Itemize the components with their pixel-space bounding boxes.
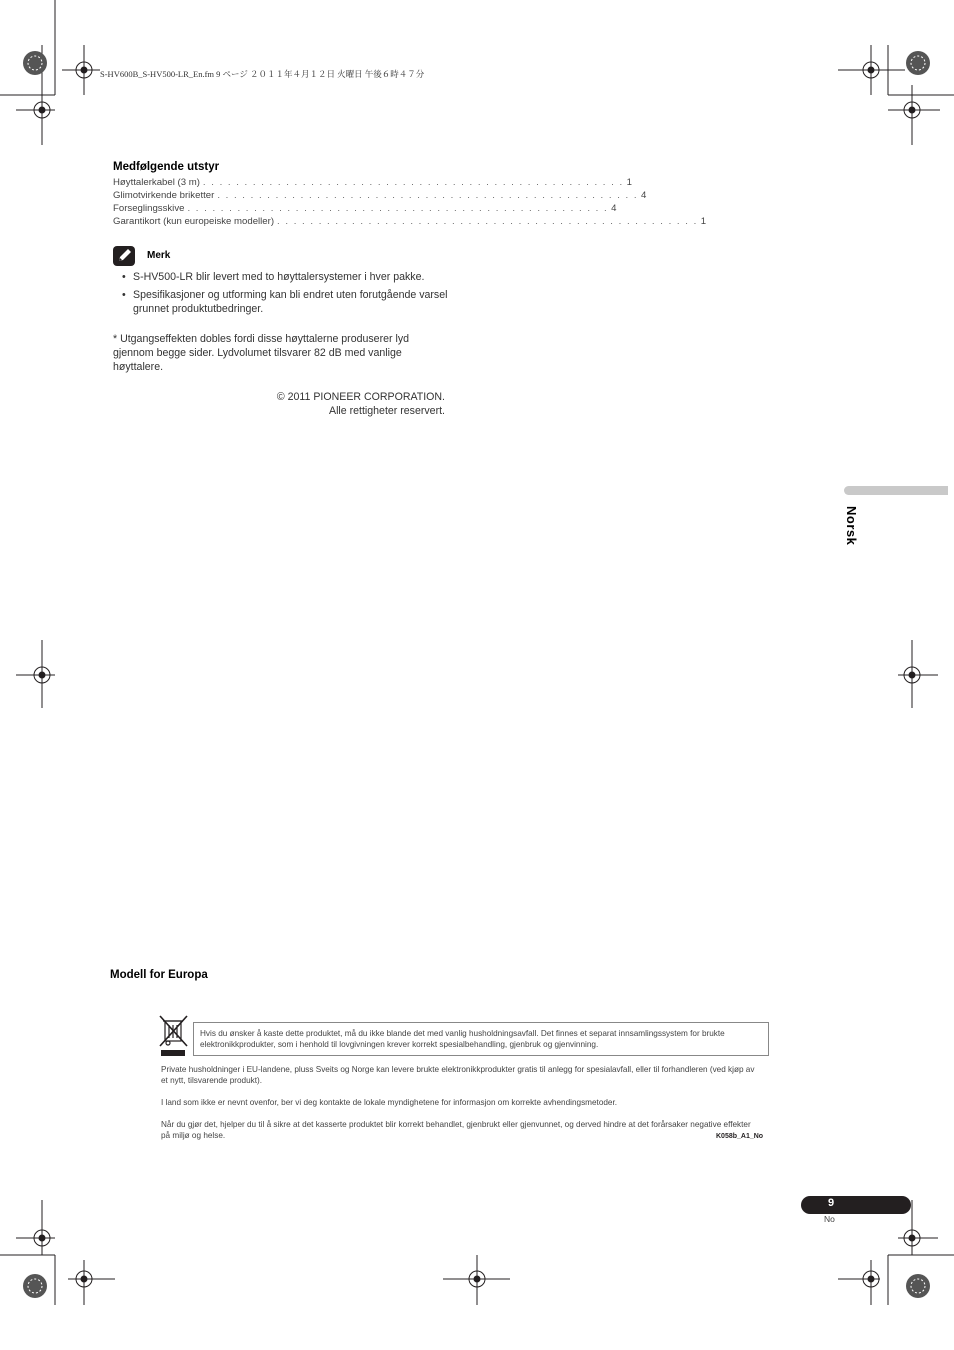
accessory-label: Glimotvirkende briketter: [113, 190, 215, 201]
registration-target: [81, 67, 87, 73]
registration-target: [909, 672, 915, 678]
color-rosette-icon: [906, 1274, 930, 1298]
disposal-paragraph: Når du gjør det, hjelper du til å sikre at det kasserte produktet blir korrekt behandlet, gjenbrukt eller gjenvunnet, og derved hindre at det forårsaker negative effekter på miljø og helse.: [161, 1120, 751, 1140]
crossed-out-wheelie-bin-icon: [158, 1014, 190, 1058]
dot-leader: . . . . . . . . . . . . . . . . . . . . . . . . . . . . . . . . . . . . . . . . . . . . . . . . . . .: [277, 216, 698, 227]
accessory-qty: 1: [626, 177, 632, 188]
color-rosette-icon: [23, 51, 47, 75]
print-file-header: S-HV600B_S-HV500-LR_En.fm 9 ページ ２０１１年４月１２日 火曜日 午後６時４７分: [100, 69, 425, 79]
registration-target: [39, 1235, 45, 1241]
accessory-qty: 4: [641, 190, 647, 201]
disposal-paragraph: Private husholdninger i EU-landene, pluss Sveits og Norge kan levere brukte elektronikkprodukter gratis til anlegg for spesialavfall, eller til forhandleren (ved kjøp av et nytt, tilsvarende produkt).: [161, 1065, 755, 1085]
registration-target: [868, 67, 874, 73]
language-tab-label: [844, 506, 874, 556]
accessory-row: [113, 176, 632, 189]
dot-leader: . . . . . . . . . . . . . . . . . . . . . . . . . . . . . . . . . . . . . . . . . . . . . . . . . . .: [217, 190, 639, 201]
copyright-line: Alle rettigheter reservert.: [329, 405, 445, 417]
copyright-line: © 2011 PIONEER CORPORATION.: [276, 391, 445, 403]
accessory-label: Garantikort (kun europeiske modeller): [113, 216, 275, 227]
copyright: [200, 390, 445, 418]
disposal-title: Modell for Europa: [110, 969, 208, 981]
note-bullet-text: Spesifikasjoner og utforming kan bli endret uten forutgående varsel grunnet produktutbedringer.: [133, 289, 448, 315]
disposal-box-text: Hvis du ønsker å kaste dette produktet, må du ikke blande det med vanlig husholdningsavfall. Det finnes et separat innsamlingssystem for brukte elektronikkprodukter, som i henhold til lovgivningen krever korrekt spesialbehandling, gjenbruk og gjenvinning.: [200, 1029, 725, 1049]
accessory-label: Høyttalerkabel (3 m): [113, 177, 200, 188]
pencil-note-icon: [113, 246, 135, 266]
accessory-qty: 1: [700, 216, 707, 227]
registration-target: [39, 672, 45, 678]
registration-target: [909, 1235, 915, 1241]
footnote: * Utgangseffekten dobles fordi disse høyttalerne produserer lyd gjennom begge sider. Lydvolumet tilsvarer 82 dB med vanlige høyttalere.: [113, 333, 410, 373]
registration-target: [474, 1276, 480, 1282]
accessory-label: Forseglingsskive: [113, 203, 185, 214]
note-title: Merk: [147, 250, 171, 261]
page-language-code: No: [824, 1214, 835, 1224]
registration-target: [39, 107, 45, 113]
registration-target: [909, 107, 915, 113]
disposal-paragraph: I land som ikke er nevnt ovenfor, ber vi deg kontakte de lokale myndighetene for informasjon om korrekte avhendingsmetoder.: [161, 1098, 618, 1107]
color-rosette-icon: [906, 51, 930, 75]
bullet-marker: •: [122, 271, 126, 283]
disposal-code: K058b_A1_No: [716, 1133, 764, 1140]
registration-target: [81, 1276, 87, 1282]
accessory-row: [113, 202, 617, 215]
accessory-row: [113, 215, 707, 228]
accessory-qty: 4: [611, 203, 617, 214]
dot-leader: . . . . . . . . . . . . . . . . . . . . . . . . . . . . . . . . . . . . . . . . . . . . . . . . . . .: [202, 177, 624, 188]
language-tab-bar: [844, 486, 948, 495]
accessories-title: Medfølgende utstyr: [113, 161, 220, 173]
page-number: 9: [828, 1197, 835, 1209]
bullet-marker: •: [122, 289, 126, 301]
language-tab-text: Norsk: [844, 506, 859, 546]
dot-leader: . . . . . . . . . . . . . . . . . . . . . . . . . . . . . . . . . . . . . . . . . . . . . . . . . . .: [187, 203, 609, 214]
disposal-notice-box: [193, 1022, 769, 1056]
color-rosette-icon: [23, 1274, 47, 1298]
note-bullet-text: S-HV500-LR blir levert med to høyttalersystemer i hver pakke.: [133, 271, 425, 283]
page-number-pill: [801, 1196, 911, 1214]
registration-target: [868, 1276, 874, 1282]
accessory-row: [113, 189, 647, 202]
